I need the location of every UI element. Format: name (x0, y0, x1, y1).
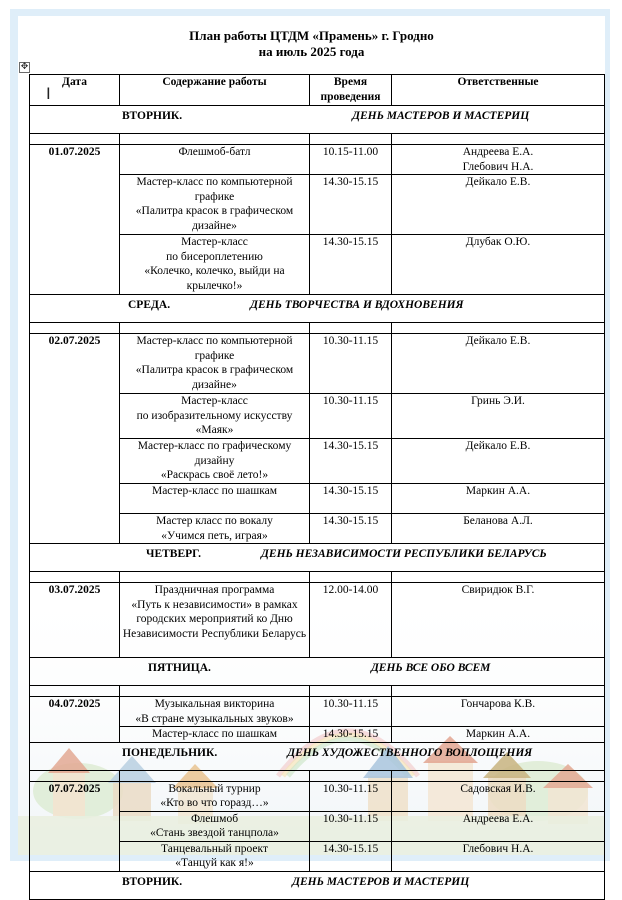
content-cell: Мастер-класс по шашкам (120, 484, 310, 514)
responsible-cell: Маркин А.А. (392, 484, 605, 514)
spacer-cell (310, 323, 392, 334)
responsible-cell: Гринь Э.И. (392, 394, 605, 439)
day-theme: ДЕНЬ ХУДОЖЕСТВЕННОГО ВОПЛОЩЕНИЯ (287, 746, 533, 759)
header-date: Дата (30, 75, 120, 106)
time-cell: 14.30-15.15 (310, 439, 392, 484)
day-heading-row (30, 742, 605, 770)
time-cell: 14.30-15.15 (310, 727, 392, 743)
spacer-cell (392, 686, 605, 697)
day-heading (30, 106, 605, 134)
schedule-body (30, 106, 605, 900)
table-header-row (30, 75, 605, 106)
date-cell: 01.07.2025 (30, 145, 120, 295)
spacer-cell (120, 134, 310, 145)
table-row (30, 781, 605, 811)
spacer-cell (392, 572, 605, 583)
content-cell: Флешмоб «Стань звездой танцпола» (120, 811, 310, 841)
time-cell: 12.00-14.00 (310, 583, 392, 658)
content-cell: Праздничная программа «Путь к независимости» в рамках городских мероприятий ко Дню Независимости Республики Беларусь (120, 583, 310, 658)
spacer-cell (120, 770, 310, 781)
spacer-cell (392, 323, 605, 334)
date-cell: 02.07.2025 (30, 334, 120, 544)
time-cell: 14.30-15.15 (310, 235, 392, 295)
day-theme: ДЕНЬ МАСТЕРОВ И МАСТЕРИЦ (292, 875, 470, 888)
content-cell: Мастер-класс по шашкам (120, 727, 310, 743)
spacer-row (30, 572, 605, 583)
content-cell: Мастер-класс по бисероплетению «Колечко, колечко, выйди на крылечко!» (120, 235, 310, 295)
day-name: ЧЕТВЕРГ. (146, 548, 202, 560)
time-cell: 10.30-11.15 (310, 811, 392, 841)
spacer-row (30, 134, 605, 145)
table-row (30, 145, 605, 175)
spacer-cell (310, 572, 392, 583)
content-cell: Вокальный турнир «Кто во что горазд…» (120, 781, 310, 811)
responsible-cell: Беланова А.Л. (392, 514, 605, 544)
time-cell: 10.30-11.15 (310, 394, 392, 439)
day-heading-row (30, 295, 605, 323)
spacer-cell (30, 323, 120, 334)
content-cell: Флешмоб-батл (120, 145, 310, 175)
title-line-2: на июль 2025 года (258, 44, 365, 59)
day-heading (30, 742, 605, 770)
content-cell: Танцевальный проект «Танцуй как я!» (120, 841, 310, 871)
time-cell: 10.30-11.15 (310, 697, 392, 727)
responsible-cell: Дейкало Е.В. (392, 175, 605, 235)
content-cell: Мастер-класс по графическому дизайну «Раскрась своё лето!» (120, 439, 310, 484)
spacer-cell (310, 134, 392, 145)
day-name: ВТОРНИК. (122, 110, 183, 122)
responsible-cell: Глебович Н.А. (392, 841, 605, 871)
responsible-cell: Дейкало Е.В. (392, 334, 605, 394)
content-cell: Музыкальная викторина «В стране музыкальных звуков» (120, 697, 310, 727)
responsible-cell: Гончарова К.В. (392, 697, 605, 727)
spacer-cell (120, 323, 310, 334)
responsible-cell: Длубак О.Ю. (392, 235, 605, 295)
day-name: ВТОРНИК. (122, 875, 183, 888)
date-cell: 04.07.2025 (30, 697, 120, 743)
spacer-cell (30, 770, 120, 781)
day-heading-row (30, 658, 605, 686)
title-line-1: План работы ЦТДМ «Прамень» г. Гродно (189, 28, 434, 43)
spacer-cell (310, 770, 392, 781)
header-time: Время проведения (310, 75, 392, 106)
content-cell: Мастер-класс по компьютерной графике «Палитра красок в графическом дизайне» (120, 334, 310, 394)
content-cell: Мастер класс по вокалу «Учимся петь, играя» (120, 514, 310, 544)
day-heading (30, 871, 605, 899)
day-theme: ДЕНЬ МАСТЕРОВ И МАСТЕРИЦ (352, 110, 530, 122)
content-cell: Мастер-класс по компьютерной графике «Палитра красок в графическом дизайне» (120, 175, 310, 235)
date-cell: 03.07.2025 (30, 583, 120, 658)
content-cell: Мастер-класс по изобразительному искусству «Маяк» (120, 394, 310, 439)
day-name: ПЯТНИЦА. (148, 662, 211, 674)
spacer-cell (392, 770, 605, 781)
spacer-row (30, 770, 605, 781)
day-theme: ДЕНЬ НЕЗАВИСИМОСТИ РЕСПУБЛИКИ БЕЛАРУСЬ (261, 548, 547, 560)
text-cursor-icon: I (46, 84, 51, 103)
responsible-cell: Садовская И.В. (392, 781, 605, 811)
header-content: Содержание работы (120, 75, 310, 106)
time-cell: 14.30-15.15 (310, 484, 392, 514)
responsible-cell: Андреева Е.А. Глебович Н.А. (392, 145, 605, 175)
spacer-cell (30, 686, 120, 697)
move-anchor-icon[interactable]: ✥ (20, 62, 29, 72)
day-heading (30, 295, 605, 323)
document-title (18, 28, 605, 60)
table-row (30, 334, 605, 394)
spacer-cell (310, 686, 392, 697)
day-heading-row (30, 544, 605, 572)
spacer-cell (120, 572, 310, 583)
header-responsible: Ответственные (392, 75, 605, 106)
spacer-cell (30, 572, 120, 583)
spacer-cell (392, 134, 605, 145)
time-cell: 14.30-15.15 (310, 841, 392, 871)
time-cell: 10.15-11.00 (310, 145, 392, 175)
day-name: СРЕДА. (128, 299, 171, 311)
day-heading-row (30, 871, 605, 899)
time-cell: 10.30-11.15 (310, 334, 392, 394)
table-row (30, 697, 605, 727)
day-theme: ДЕНЬ ТВОРЧЕСТВА И ВДОХНОВЕНИЯ (250, 299, 464, 311)
date-cell: 07.07.2025 (30, 781, 120, 871)
document-page (18, 16, 605, 888)
day-heading (30, 658, 605, 686)
spacer-cell (30, 134, 120, 145)
responsible-cell: Свиридюк В.Г. (392, 583, 605, 658)
time-cell: 14.30-15.15 (310, 514, 392, 544)
responsible-cell: Андреева Е.А. (392, 811, 605, 841)
responsible-cell: Дейкало Е.В. (392, 439, 605, 484)
table-row (30, 583, 605, 658)
time-cell: 10.30-11.15 (310, 781, 392, 811)
day-name: ПОНЕДЕЛЬНИК. (122, 746, 218, 759)
schedule-table (29, 74, 605, 900)
spacer-row (30, 323, 605, 334)
spacer-row (30, 686, 605, 697)
day-theme: ДЕНЬ ВСЕ ОБО ВСЕМ (370, 662, 491, 674)
responsible-cell: Маркин А.А. (392, 727, 605, 743)
day-heading (30, 544, 605, 572)
spacer-cell (120, 686, 310, 697)
day-heading-row (30, 106, 605, 134)
time-cell: 14.30-15.15 (310, 175, 392, 235)
